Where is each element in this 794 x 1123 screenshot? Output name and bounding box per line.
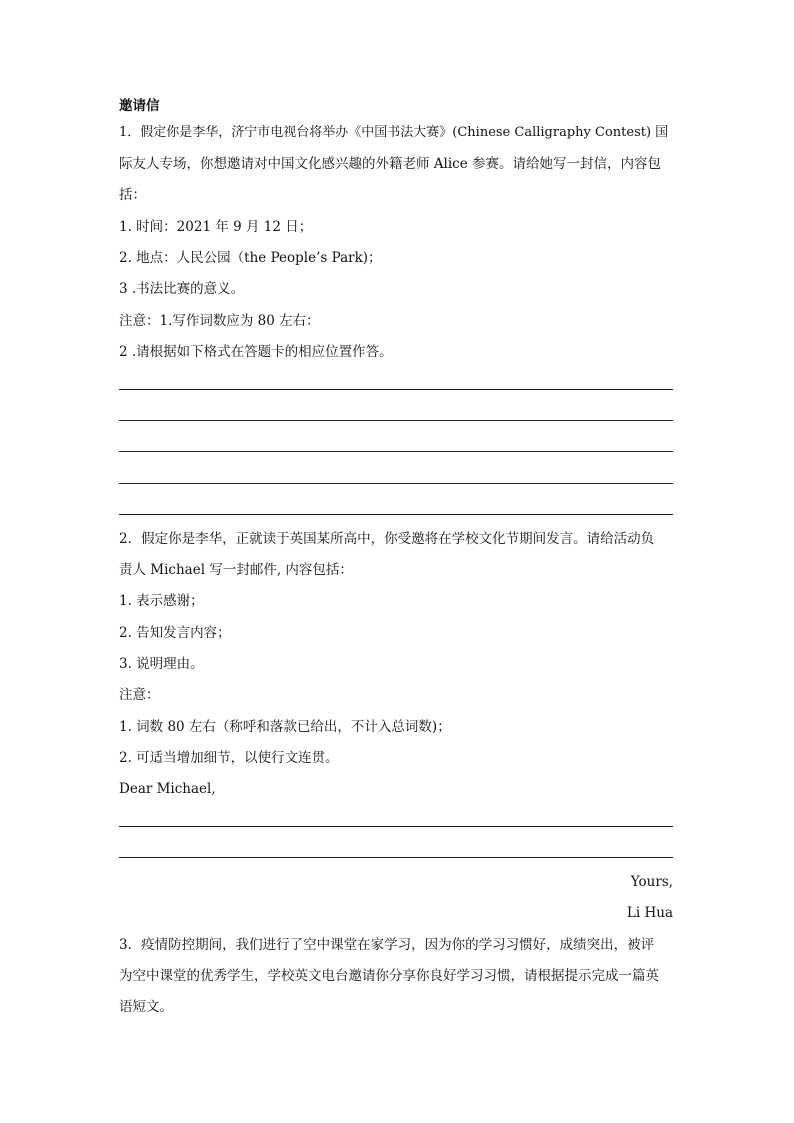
q1-answer-line <box>119 420 673 421</box>
q1-point-meaning: 3 .书法比赛的意义。 <box>119 281 245 297</box>
q2-signature: Li Hua <box>626 905 673 921</box>
q1-answer-line <box>119 483 673 484</box>
q2-closing: Yours, <box>630 874 673 890</box>
section-title: 邀请信 <box>119 98 160 114</box>
document-page <box>119 0 673 1123</box>
q2-point-2: 2. 告知发言内容； <box>119 625 231 641</box>
q1-note-2: 2 .请根据如下格式在答题卡的相应位置作答。 <box>119 344 393 360</box>
q1-prompt-line-2: 际友人专场，你想邀请对中国文化感兴趣的外籍老师 Alice 参赛。请给她写一封信，内容包 <box>119 156 662 172</box>
q2-prompt-line-1: 2．假定你是李华，正就读于英国某所高中，你受邀将在学校文化节期间发言。请给活动负 <box>119 531 655 547</box>
q3-prompt-line-1: 3．疫情防控期间，我们进行了空中课堂在家学习，因为你的学习习惯好，成绩突出，被评 <box>119 937 655 953</box>
q1-answer-line <box>119 514 673 515</box>
q1-answer-line <box>119 389 673 390</box>
q1-note-1: 注意：1.写作词数应为 80 左右： <box>119 313 320 329</box>
q1-point-place: 2. 地点：人民公园（the People’s Park)； <box>119 250 382 266</box>
q2-prompt-line-2: 责人 Michael 写一封邮件, 内容包括： <box>119 562 353 578</box>
q3-prompt-line-2: 为空中课堂的优秀学生，学校英文电台邀请你分享你良好学习习惯，请根据提示完成一篇英 <box>119 968 659 984</box>
q1-point-time: 1. 时间：2021 年 9 月 12 日； <box>119 219 313 235</box>
q2-note-heading: 注意： <box>119 687 160 703</box>
q2-point-1: 1. 表示感谢； <box>119 593 204 609</box>
q1-answer-line <box>119 451 673 452</box>
q1-prompt-line-3: 括： <box>119 187 146 203</box>
q2-answer-line <box>119 857 673 858</box>
q2-note-2: 2. 可适当增加细节，以使行文连贯。 <box>119 750 339 766</box>
q2-answer-line <box>119 826 673 827</box>
q1-prompt-line-1: 1．假定你是李华，济宁市电视台将举办《中国书法大赛》(Chinese Calligraphy Contest) 国 <box>119 125 669 140</box>
q2-salutation: Dear Michael, <box>119 781 216 797</box>
q2-note-1: 1. 词数 80 左右（称呼和落款已给出，不计入总词数)； <box>119 719 451 735</box>
q3-prompt-line-3: 语短文。 <box>119 999 173 1015</box>
q2-point-3: 3. 说明理由。 <box>119 656 204 672</box>
